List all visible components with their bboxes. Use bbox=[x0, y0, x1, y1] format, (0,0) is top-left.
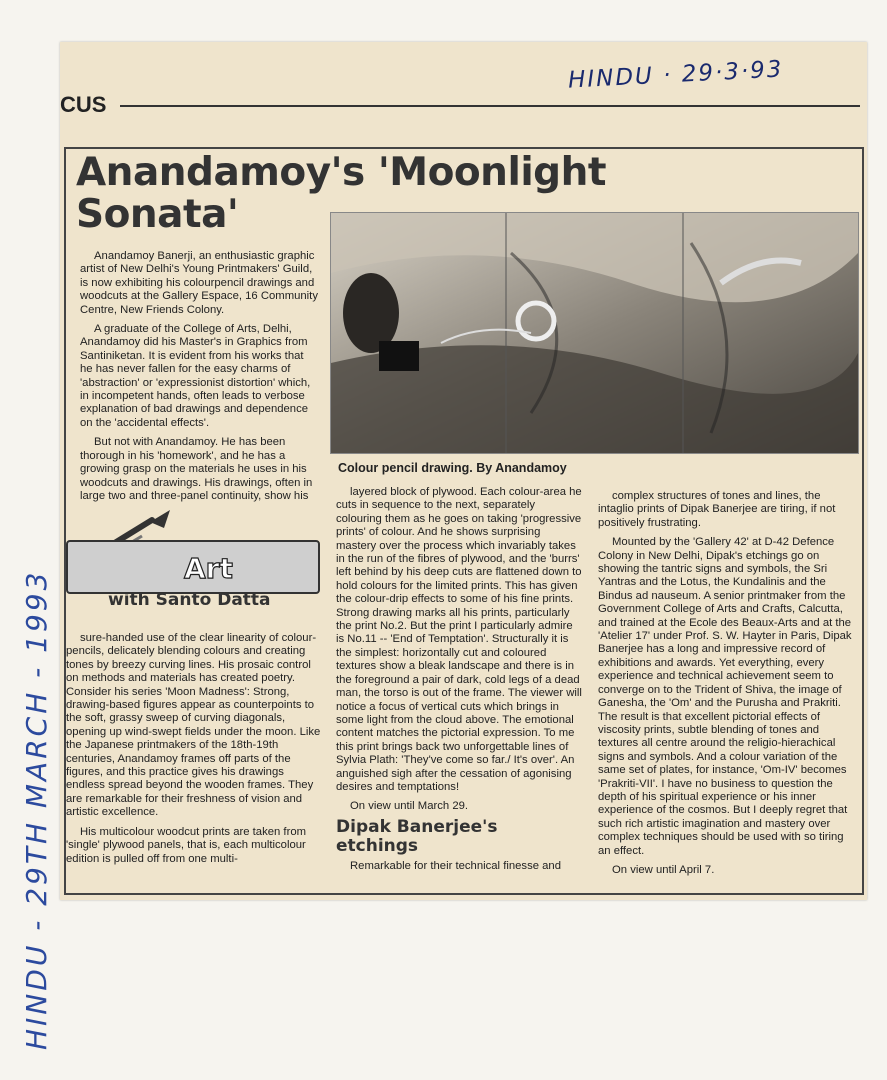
column-1-bottom bbox=[66, 632, 322, 872]
subheading bbox=[336, 818, 582, 856]
column-2-end bbox=[336, 860, 582, 873]
artwork-photo bbox=[330, 212, 859, 454]
section-label: CUS bbox=[60, 92, 107, 117]
paragraph: sure-handed use of the clear linearity of colour-pencils, delicately blending colours and creating tones by breezy curving lines. His prosaic control on methods and materials has created poetry. Consider his series 'Moon Madness': Strong, drawing-based figures appear as counterpoints to the soft, grassy sweep of curving diagonals, opening up wind-swept fields under the moon. Like the Japanese printmakers of the 18th-19th centuries, Anandamoy frames off parts of the figures, and this practice gives his drawings endless spread beyond the wooden frames. They are remarkable for their freshness of vision and artistic excellence. bbox=[66, 632, 321, 819]
photo-caption: Colour pencil drawing. By Anandamoy bbox=[338, 461, 567, 475]
newspaper-clipping bbox=[60, 42, 867, 900]
handwritten-date-margin: HINDU - 29TH MARCH - 1993 bbox=[20, 569, 53, 1050]
paragraph: His multicolour woodcut prints are taken from 'single' plywood panels, that is, each multicolour edition is pulled off from one multi- bbox=[66, 825, 307, 865]
paragraph: But not with Anandamoy. He has been thorough in his 'homework', and he has a growing grasp on the materials he uses in his woodcuts and drawings. His drawings, often in large two and three-panel continuity, show his bbox=[80, 436, 313, 502]
handwritten-date-top: HINDU · 29·3·93 bbox=[567, 56, 785, 94]
column-title: Art bbox=[184, 552, 233, 585]
paragraph: Mounted by the 'Gallery 42' at D-42 Defence Colony in New Delhi, Dipak's etchings go on showing the tantric signs and symbols, the Sri Yantras and the Lotus, the Kundalinis and the Bindus ad nauseum. A senior printmaker from the Government College of Arts and Crafts, Calcutta, and trained at the Ecole des Beaux-Arts and at the 'Atelier 17' under Prof. S. W. Hayter in Paris, Dipak Banerjee has a long and impressive record of exhibitions and awards. Yet everything, every experience and technical achievement seem to converge on to the Trident of Shiva, the image of Ganesha, the 'Om' and the Purusha and Prakriti. The result is that excellent pictorial effects of viscosity prints, subtle blending of tones and textures all centre around the religio-hierachical signs and symbols. And a colour variation of the same set of plates, for instance, 'Om-IV' becomes 'Prakriti-VII'. I have no business to question the depth of his spiritual experience or his inner experience of the cosmos. But I deeply regret that such rich artistic imagination and mastery over complex techniques should be used with so tiring an effect. bbox=[598, 536, 852, 857]
paragraph: On view until April 7. bbox=[612, 863, 715, 876]
paragraph: complex structures of tones and lines, the intaglio prints of Dipak Banerjee are tiring, if not positively frustrating. bbox=[598, 490, 836, 529]
paragraph: On view until March 29. bbox=[350, 800, 469, 813]
paragraph: A graduate of the College of Arts, Delhi, Anandamoy did his Master's in Graphics from Santiniketan. It is evident from his works that he has never fallen for the easy charms of 'abstraction' or 'expressionist distortion' which, in incompetent hands, often leads to verbose explanation of bad drawings and dependence on the 'accidental effects'. bbox=[80, 323, 311, 429]
subheading-line-2: etchings bbox=[336, 836, 419, 856]
paragraph: Anandamoy Banerji, an enthusiastic graphic artist of New Delhi's Young Printmakers' Guild, is now exhibiting his colourpencil drawings and woodcuts at the Gallery Espace, 16 Community Centre, New Friends Colony. bbox=[80, 250, 318, 316]
subheading-line-1: Dipak Banerjee's bbox=[336, 817, 498, 837]
paragraph: layered block of plywood. Each colour-area he cuts in sequence to the next, separately colouring them as he goes on taking 'progressive prints' of colour. And he shows surprising mastery over the process which invariably takes in the run of the fibres of plywood, and the 'burrs' left behind by his deep cuts are flattened down to hold colours for the limited prints. This has given the colour-drip effects to some of his fine prints. Strong drawing marks all his prints, particularly the print No.2. But the print I particularly admire is No.11 -- 'End of Temptation'. Structurally it is the simplest: horizontally cut and coloured textures show a bleak landscape and there is in the foreground a pair of dark, cold legs of a dead man, the torso is out of the frame. The viewer will notice a focus of vertical cuts which brings in some light from the cloud above. The emotional content matches the pictorial expression. To me this print brings back two unforgettable lines of Sylvia Plath: 'They've come so far./ It's over'. An anguished sigh after the cessation of agonising desires and temptations! bbox=[336, 486, 582, 793]
headline-line-1: Anandamoy's 'Moonlight bbox=[76, 150, 607, 195]
art-column-banner bbox=[66, 532, 320, 624]
column-2 bbox=[336, 486, 582, 820]
byline: with Santo Datta bbox=[108, 590, 271, 610]
paragraph: Remarkable for their technical finesse and bbox=[350, 860, 561, 872]
column-3 bbox=[598, 490, 852, 883]
headline-line-2: Sonata' bbox=[76, 192, 239, 237]
column-1-top bbox=[80, 250, 318, 509]
section-rule bbox=[120, 105, 860, 107]
